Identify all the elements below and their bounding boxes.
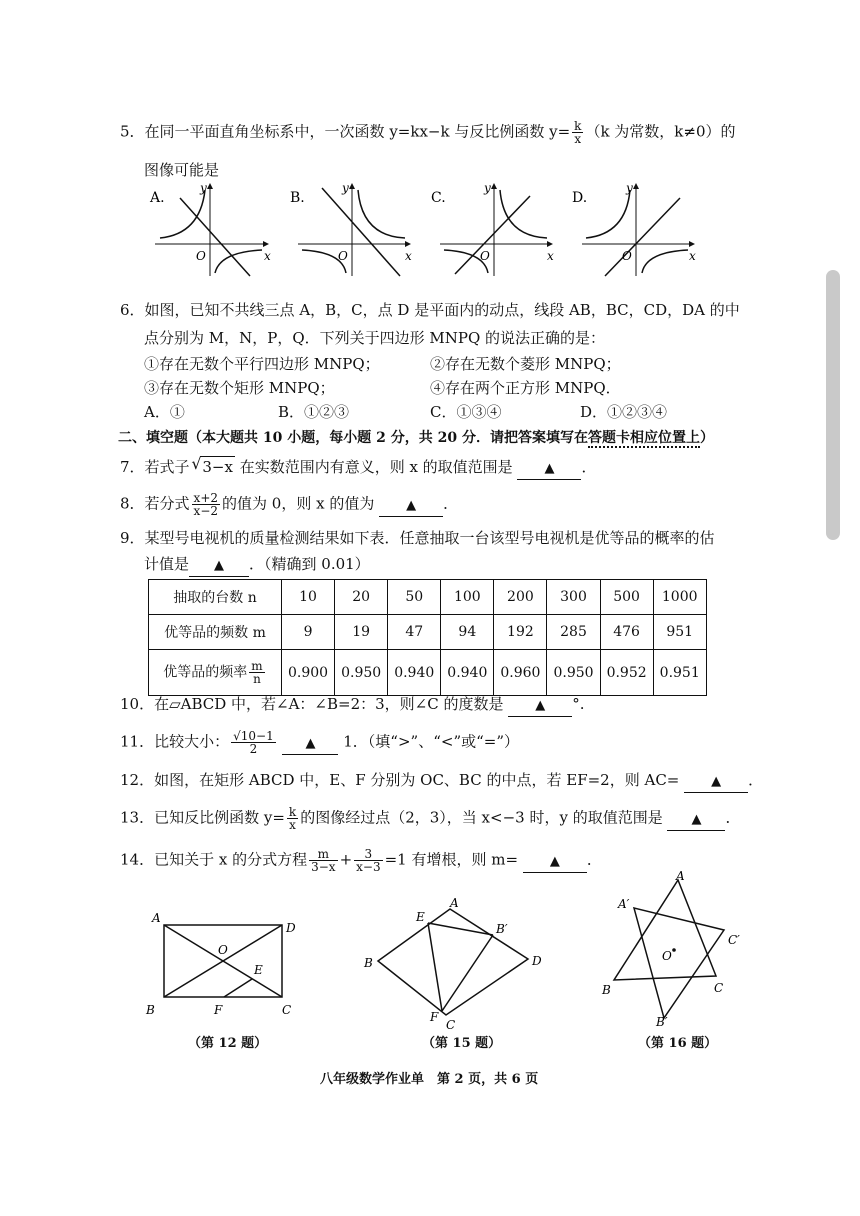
section2-title bbox=[118, 428, 714, 448]
q11-fraction bbox=[231, 730, 276, 755]
q9-row1-cell: 300 bbox=[547, 580, 600, 615]
q9-line2-b: ．（精确到 0.01） bbox=[249, 555, 370, 573]
fig12-label-o: O bbox=[218, 943, 228, 957]
q11-frac-num: √10−1 bbox=[233, 729, 274, 743]
q5-b-x-label: x bbox=[405, 249, 412, 263]
q14-answer-blank[interactable] bbox=[523, 850, 587, 873]
q9-row3-cell: 0.940 bbox=[388, 650, 441, 696]
q5-d-y-label: y bbox=[626, 181, 633, 195]
q7-answer-blank[interactable] bbox=[517, 457, 581, 480]
vertical-scrollbar[interactable] bbox=[826, 270, 840, 540]
fig15-label-f: F bbox=[430, 1010, 439, 1024]
q9-row3-cell: 0.951 bbox=[653, 650, 706, 696]
q9-row1-cell: 50 bbox=[388, 580, 441, 615]
q13-answer-mark: ▲ bbox=[691, 811, 702, 827]
fig15-label-a: A bbox=[450, 896, 459, 910]
q5-option-b bbox=[290, 181, 412, 276]
q9-row-frequency-count bbox=[149, 615, 707, 650]
q14-end: ． bbox=[586, 850, 602, 869]
q13-text-a: 13．已知反比例函数 y= bbox=[120, 808, 285, 827]
fig12-label-c: C bbox=[282, 1003, 292, 1017]
fig15-label-c: C bbox=[446, 1018, 456, 1032]
q12-text-a: 12．如图，在矩形 ABCD 中，E、F 分别为 OC、BC 的中点，若 EF=2，则 AC= bbox=[120, 771, 680, 789]
section2-title-text: 二、填空题（本大题共 10 小题，每小题 2 分，共 20 分．请把答案填写在 bbox=[118, 430, 588, 446]
fig12-label-d: D bbox=[286, 921, 296, 935]
fig16-label-a: A bbox=[676, 869, 685, 883]
q5-option-a-label: A. bbox=[150, 190, 165, 206]
q12-answer-mark: ▲ bbox=[711, 774, 722, 789]
fig15-label-b: B bbox=[364, 956, 373, 970]
fig16-caption: （第 16 题） bbox=[638, 1036, 718, 1051]
q9-row3-cell: 0.960 bbox=[494, 650, 547, 696]
figure-15 bbox=[358, 893, 558, 1033]
q9-row2-cell: 951 bbox=[653, 615, 706, 650]
q5-stem-a: 5．在同一平面直角坐标系中，一次函数 y=kx−k 与反比例函数 y= bbox=[120, 122, 571, 141]
q5-a-origin: O bbox=[196, 249, 206, 263]
figure-16 bbox=[590, 868, 760, 1028]
q7-answer-mark: ▲ bbox=[544, 461, 555, 476]
q5-b-y-label: y bbox=[342, 181, 349, 195]
q12-end: ． bbox=[748, 771, 764, 789]
q13-fraction bbox=[287, 806, 298, 831]
section2-title-dotted: 答题卡相应位置上 bbox=[587, 430, 700, 446]
q5-d-x-label: x bbox=[689, 249, 696, 263]
q6-line1: 6．如图，已知不共线三点 A，B，C，点 D 是平面内的动点，线段 AB，BC，CD，DA 的中 bbox=[120, 301, 740, 319]
q8-end: ． bbox=[443, 494, 459, 513]
q9-table bbox=[148, 579, 707, 696]
q5-a-x-label: x bbox=[264, 249, 271, 263]
q7-radical bbox=[191, 454, 235, 477]
q9-line2-a: 计值是 bbox=[144, 555, 190, 573]
q7-end: ． bbox=[581, 458, 597, 476]
q9-row3-frac-num: m bbox=[251, 659, 263, 673]
q9-row1-cell: 500 bbox=[600, 580, 653, 615]
q9-row2-header: 优等品的频数 m bbox=[149, 615, 282, 650]
q5-stem-c: 图像可能是 bbox=[144, 161, 220, 179]
q9-line2 bbox=[144, 554, 370, 577]
section2-title-end: ） bbox=[699, 430, 714, 446]
q5-option-a bbox=[149, 181, 271, 276]
q9-row3-cell: 0.900 bbox=[282, 650, 335, 696]
q8-frac-den: x−2 bbox=[193, 504, 219, 518]
q9-row1-cell: 20 bbox=[335, 580, 388, 615]
q8-text-b: 的值为 0，则 x 的值为 bbox=[222, 494, 375, 513]
q12-answer-blank[interactable] bbox=[684, 770, 748, 793]
q6-line2: 点分别为 M，N，P，Q．下列关于四边形 MNPQ 的说法正确的是： bbox=[144, 329, 606, 347]
q11-answer-blank[interactable] bbox=[282, 732, 338, 755]
q9-row3-header-text: 优等品的频率 bbox=[163, 664, 248, 681]
q13-frac-den: x bbox=[289, 818, 296, 832]
q10-text-a: 10．在▱ABCD 中，若∠A：∠B=2：3，则∠C 的度数是 bbox=[120, 695, 504, 713]
q8-fraction bbox=[192, 492, 220, 517]
q6-choice-a: A．① bbox=[144, 403, 185, 421]
q9-answer-blank[interactable] bbox=[189, 554, 249, 577]
q7-text-a: 7．若式子 bbox=[120, 458, 190, 476]
fig12-label-f: F bbox=[214, 1003, 223, 1017]
q10 bbox=[120, 694, 585, 717]
q11-text-b: 1．（填“>”、“<”或“=”） bbox=[343, 732, 520, 751]
fig12-label-e: E bbox=[254, 963, 263, 977]
q13 bbox=[120, 806, 741, 831]
q5-c-origin: O bbox=[480, 249, 490, 263]
q14-fraction-2 bbox=[354, 848, 382, 873]
q14-plus: + bbox=[339, 850, 353, 869]
fig12-label-a: A bbox=[152, 911, 161, 925]
q9-row3-cell: 0.940 bbox=[441, 650, 494, 696]
q9-row1-cell: 100 bbox=[441, 580, 494, 615]
q14-frac1-den: 3−x bbox=[311, 860, 336, 874]
q10-answer-blank[interactable] bbox=[508, 694, 572, 717]
q13-answer-blank[interactable] bbox=[667, 808, 725, 831]
q7-text-b: 在实数范围内有意义，则 x 的取值范围是 bbox=[239, 458, 513, 476]
q10-answer-mark: ▲ bbox=[535, 698, 546, 713]
q5-frac-den: x bbox=[574, 132, 582, 146]
q5-option-graphs bbox=[0, 178, 860, 278]
q11-frac-den: 2 bbox=[249, 742, 258, 756]
q10-end: °. bbox=[572, 695, 585, 713]
q6-statement-2: ②存在无数个菱形 MNPQ； bbox=[430, 355, 621, 373]
q14-frac1-num: m bbox=[309, 848, 337, 861]
q6-statement-1: ①存在无数个平行四边形 MNPQ； bbox=[144, 355, 380, 373]
q9-row3-cell: 0.950 bbox=[547, 650, 600, 696]
q5-option-d-label: D. bbox=[572, 190, 588, 206]
fig16-label-b: B bbox=[602, 983, 611, 997]
fig16-label-a-prime: A′ bbox=[618, 897, 630, 911]
q5-stem bbox=[120, 120, 736, 145]
fig16-label-c-prime: C′ bbox=[728, 933, 740, 947]
q7 bbox=[120, 456, 596, 480]
q9-answer-mark: ▲ bbox=[214, 558, 225, 573]
q9-row2-cell: 19 bbox=[335, 615, 388, 650]
q14-answer-mark: ▲ bbox=[549, 853, 560, 869]
q14-text-b: =1 有增根，则 m= bbox=[384, 850, 519, 869]
q13-frac-num: k bbox=[288, 805, 297, 819]
q9-row3-header bbox=[149, 650, 282, 696]
q14-fraction-1 bbox=[309, 848, 337, 873]
q8-frac-num: x+2 bbox=[193, 491, 219, 505]
q5-d-origin: O bbox=[622, 249, 632, 263]
q11-answer-mark: ▲ bbox=[305, 735, 316, 751]
q9-row3-cell: 0.950 bbox=[335, 650, 388, 696]
q9-row3-frac-den: n bbox=[253, 672, 261, 686]
q9-row2-cell: 192 bbox=[494, 615, 547, 650]
q6-choice-d: D．①②③④ bbox=[580, 403, 668, 421]
q12 bbox=[120, 770, 763, 793]
q9-row2-cell: 285 bbox=[547, 615, 600, 650]
fig15-label-e: E bbox=[416, 910, 425, 924]
q5-c-x-label: x bbox=[547, 249, 554, 263]
q11 bbox=[120, 730, 519, 755]
q9-row1-cell: 10 bbox=[282, 580, 335, 615]
figure-12 bbox=[140, 900, 340, 1030]
q9-row3-fraction bbox=[249, 660, 264, 685]
q5-option-c bbox=[431, 181, 554, 276]
q5-fraction bbox=[572, 120, 583, 145]
q5-c-y-label: y bbox=[484, 181, 491, 195]
q14-frac2-num: 3 bbox=[354, 848, 382, 861]
fig15-label-d: D bbox=[532, 954, 542, 968]
fig16-label-b-prime: B′ bbox=[656, 1015, 668, 1029]
q14 bbox=[120, 848, 602, 873]
q5-stem-b: （k 为常数，k≠0）的 bbox=[585, 122, 736, 141]
q9-row1-header: 抽取的台数 n bbox=[149, 580, 282, 615]
q8-text-a: 8．若分式 bbox=[120, 494, 190, 513]
q6-choice-b: B．①②③ bbox=[278, 403, 350, 421]
q9-row3-cell: 0.952 bbox=[600, 650, 653, 696]
q9-row2-cell: 47 bbox=[388, 615, 441, 650]
q13-end: ． bbox=[725, 808, 741, 827]
q5-option-c-label: C. bbox=[431, 190, 446, 206]
q5-option-b-label: B. bbox=[290, 190, 305, 206]
q5-b-origin: O bbox=[338, 249, 348, 263]
q7-radicand: 3−x bbox=[202, 458, 233, 476]
fig12-caption: （第 12 题） bbox=[188, 1036, 268, 1051]
q9-row-frequency-rate bbox=[149, 650, 707, 696]
q8-answer-blank[interactable] bbox=[379, 494, 443, 517]
q8 bbox=[120, 492, 458, 517]
q9-row2-cell: 94 bbox=[441, 615, 494, 650]
fig16-label-c: C bbox=[714, 981, 724, 995]
fig15-caption: （第 15 题） bbox=[422, 1036, 502, 1051]
q9-row2-cell: 9 bbox=[282, 615, 335, 650]
q5-option-d bbox=[572, 181, 696, 276]
page-footer: 八年级数学作业单 第 2 页，共 6 页 bbox=[320, 1072, 539, 1087]
q9-row-count bbox=[149, 580, 707, 615]
q11-text-a: 11．比较大小： bbox=[120, 732, 230, 751]
q6-statement-3: ③存在无数个矩形 MNPQ； bbox=[144, 379, 335, 397]
q13-text-b: 的图像经过点（2，3），当 x<−3 时，y 的取值范围是 bbox=[300, 808, 663, 827]
q7-radical-sign: √ bbox=[191, 454, 202, 473]
q9-row1-cell: 1000 bbox=[653, 580, 706, 615]
q5-a-y-label: y bbox=[200, 181, 207, 195]
q6-statement-4: ④存在两个正方形 MNPQ． bbox=[430, 379, 621, 397]
fig15-label-b-prime: B′ bbox=[496, 922, 508, 936]
fig12-label-b: B bbox=[146, 1003, 155, 1017]
q9-row1-cell: 200 bbox=[494, 580, 547, 615]
q6-choice-c: C．①③④ bbox=[430, 403, 502, 421]
q14-text-a: 14．已知关于 x 的分式方程 bbox=[120, 850, 308, 869]
q5-frac-num: k bbox=[574, 119, 582, 133]
q9-row2-cell: 476 bbox=[600, 615, 653, 650]
q9-line1: 9．某型号电视机的质量检测结果如下表．任意抽取一台该型号电视机是优等品的概率的估 bbox=[120, 529, 715, 547]
fig16-label-o: O bbox=[662, 949, 672, 963]
q14-frac2-den: x−3 bbox=[356, 860, 381, 874]
q8-answer-mark: ▲ bbox=[406, 497, 417, 513]
